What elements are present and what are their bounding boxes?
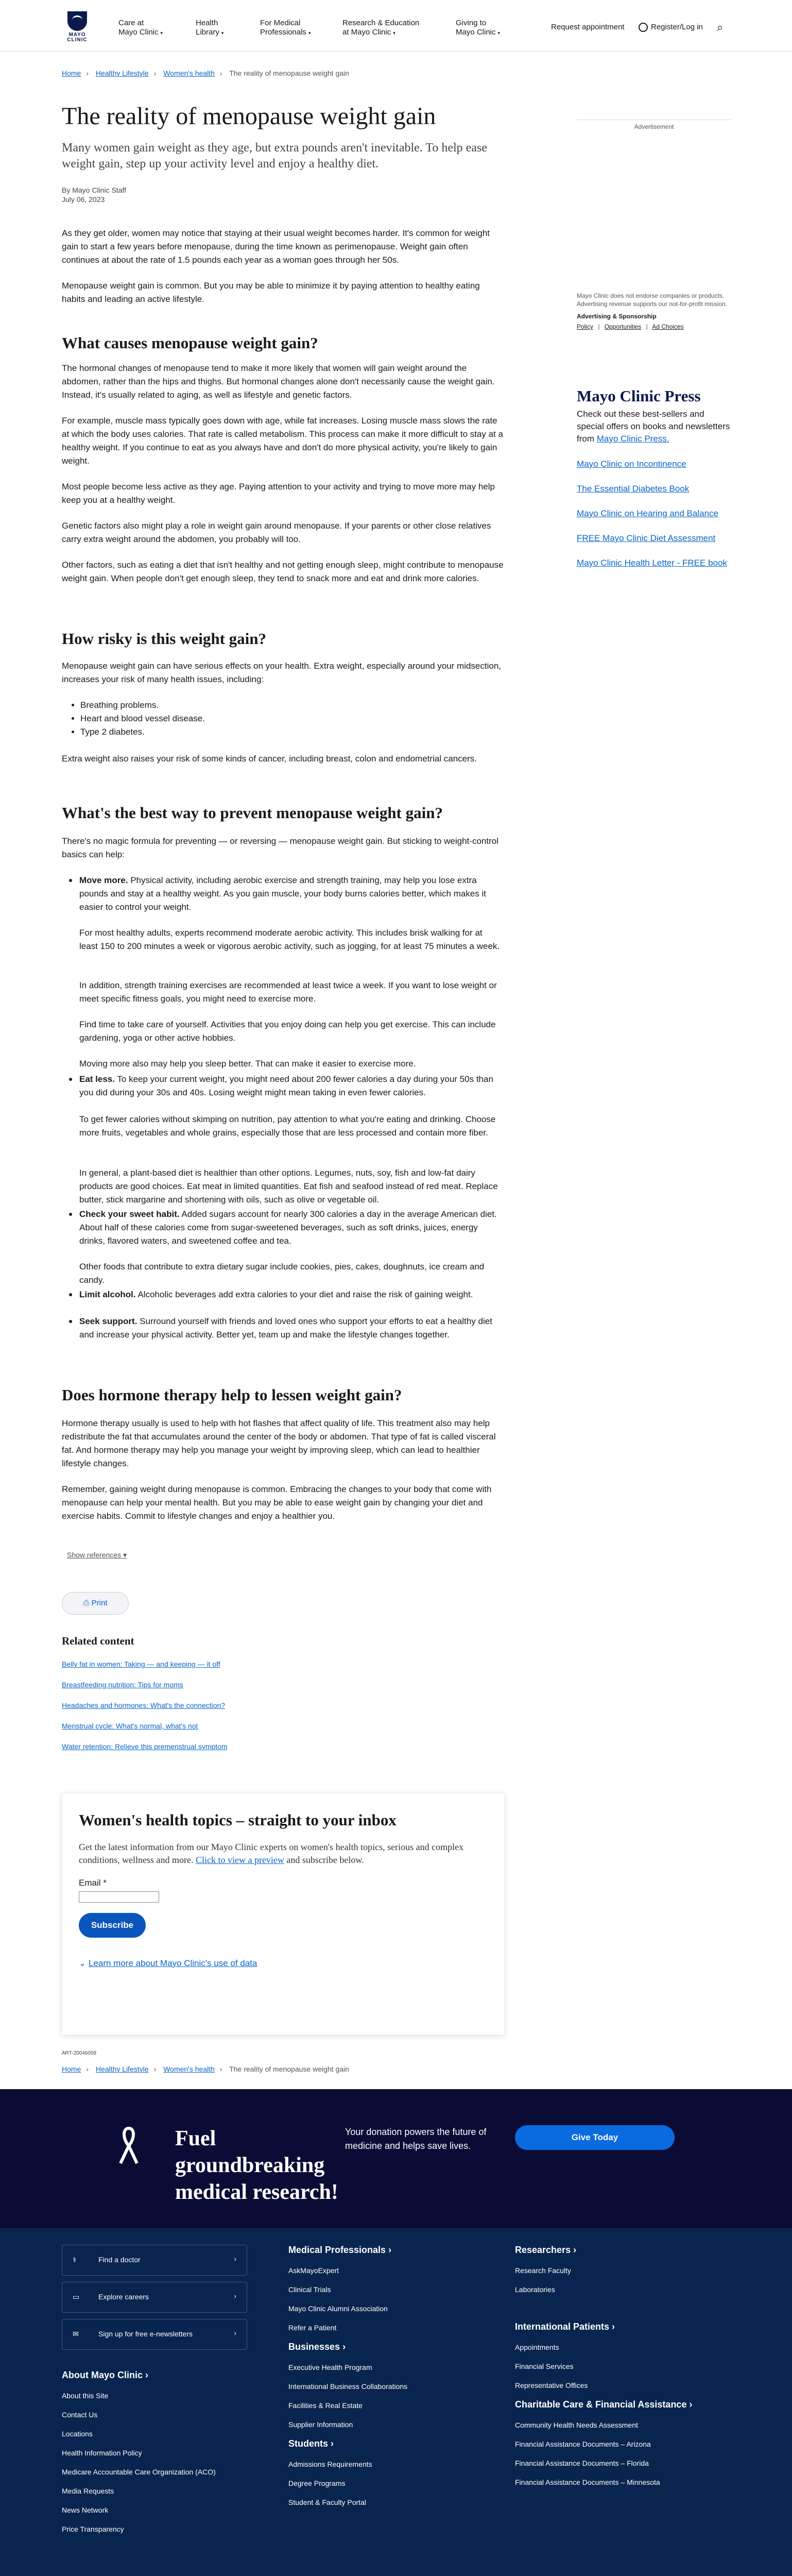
- ad-opportunities-link[interactable]: Opportunities: [604, 323, 642, 330]
- tip-move-more-5: Moving more also may help you sleep better. That can make it easier to exercise more.: [79, 1059, 416, 1069]
- chevron-down-icon: ⌄: [79, 1958, 87, 1968]
- breadcrumb-healthy-lifestyle[interactable]: Healthy Lifestyle: [95, 69, 149, 77]
- breadcrumb-home[interactable]: Home: [62, 2065, 81, 2073]
- footer-link[interactable]: Executive Health Program: [288, 2363, 372, 2371]
- footer-link[interactable]: Supplier Information: [288, 2420, 353, 2429]
- breadcrumb-womens-health[interactable]: Women's health: [163, 69, 215, 77]
- nav-giving[interactable]: Giving to Mayo Clinic ▾: [456, 19, 501, 37]
- footer-link[interactable]: Student & Faculty Portal: [288, 2498, 366, 2506]
- charitable-title[interactable]: Charitable Care & Financial Assistance ›: [515, 2399, 693, 2410]
- list-item: • Breathing problems.: [80, 699, 505, 712]
- tip-alcohol: Limit alcohol. Alcoholic beverages add extra calories to your diet and raise the risk of gaining weight.: [79, 1288, 502, 1301]
- register-login-link[interactable]: Register/Log in: [639, 23, 703, 32]
- press-item[interactable]: Mayo Clinic on Hearing and Balance: [577, 509, 718, 518]
- learn-more-data-toggle[interactable]: ⌄ Learn more about Mayo Clinic's use of data: [79, 1958, 257, 1968]
- footer-link[interactable]: Laboratories: [515, 2285, 555, 2294]
- causes-paragraph-2: For example, muscle mass typically goes down with age, while fat increases. Losing muscle mass slows the rate at which the body uses calories. That rate is called metabolism. This process can make it more difficult to stay at a healthy weight. If you continue to eat as you always have and don't do more physical activity, you're likely to gain weight.: [62, 416, 504, 466]
- related-link[interactable]: Headaches and hormones: What's the connection?: [62, 1701, 226, 1709]
- footer-medical: [288, 2245, 407, 2516]
- heading-causes: What causes menopause weight gain?: [62, 334, 318, 352]
- related-link[interactable]: Belly fat in women: Taking — and keeping — it off: [62, 1660, 220, 1668]
- byline: [62, 185, 126, 204]
- nav-health-library[interactable]: Health Library ▾: [196, 19, 224, 37]
- page-title: The reality of menopause weight gain: [62, 103, 436, 130]
- tip-sweet: Check your sweet habit. Added sugars account for nearly 300 calories a day in the average American diet. About half of these calories come from sugar-sweetened beverages, such as soft drinks, juices, energy drinks, flavored waters, and sweetened coffee and tea.: [79, 1208, 502, 1248]
- ad-note: Mayo Clinic does not endorse companies or products. Advertising revenue supports our not-for-profit mission. Advertising & Sponsorship Policy | Opportunities | Ad Choices: [577, 292, 728, 330]
- show-references-toggle[interactable]: Show references ▾: [67, 1551, 127, 1559]
- chevron-right-icon: ›: [234, 2255, 236, 2263]
- hormone-paragraph-1: Hormone therapy usually is used to help with hot flashes that affect quality of life. This treatment also may help redistribute the fat that accumulates around the center of the body or abdomen. That type of fat is called visceral fat. And hormone therapy may help you manage your weight by improving sleep, which can lead to healthier lifestyle changes.: [62, 1418, 496, 1468]
- newsletter-text: Get the latest information from our Mayo Clinic experts on women's health topics, serious and complex conditions, wellness and more. Click to view a preview and subscribe below.: [79, 1842, 464, 1865]
- researchers-title[interactable]: Researchers ›: [515, 2245, 577, 2255]
- intro-paragraph-1: As they get older, women may notice that staying at their usual weight becomes harder. It's common for weight gain to start a few years before menopause, during the time known as perimenopause. Weight gain often continues at about the rate of 1.5 pounds each year as a woman goes through her 50s.: [62, 228, 490, 265]
- causes-paragraph-5: Other factors, such as eating a diet that isn't healthy and not getting enough sleep, might contribute to menopause weight gain. When people don't get enough sleep, they tend to snack more and eat and drink more calories.: [62, 560, 504, 583]
- related-content-title: Related content: [62, 1635, 134, 1647]
- footer-link[interactable]: Admissions Requirements: [288, 2460, 372, 2468]
- nav-medical-professionals[interactable]: For Medical Professionals ▾: [260, 19, 311, 37]
- footer-link[interactable]: Price Transparency: [62, 2525, 124, 2533]
- article-dek: Many women gain weight as they age, but extra pounds aren't inevitable. To help ease weight gain, step up your activity level and enjoy a healthy diet.: [62, 141, 487, 171]
- footer-link[interactable]: AskMayoExpert: [288, 2266, 339, 2275]
- tip-sweet-2: Other foods that contribute to extra dietary sugar include cookies, pies, cakes, doughnuts, ice cream and candy.: [79, 1262, 485, 1285]
- article-date: July 06, 2023: [62, 195, 105, 204]
- footer-link[interactable]: Financial Assistance Documents – Minnesota: [515, 2478, 660, 2486]
- breadcrumb-current: The reality of menopause weight gain: [229, 2065, 349, 2073]
- press-item[interactable]: Mayo Clinic Health Letter - FREE book: [577, 558, 727, 568]
- press-item[interactable]: Mayo Clinic on Incontinence: [577, 459, 686, 469]
- breadcrumb-bottom: Home › Healthy Lifestyle › Women's health › The reality of menopause weight gain: [62, 2065, 349, 2073]
- site-footer: [0, 2228, 792, 2576]
- donation-banner: [0, 2089, 792, 2228]
- ribbon-icon: [113, 2125, 144, 2166]
- footer-link[interactable]: Financial Services: [515, 2362, 574, 2370]
- footer-about: [62, 2370, 216, 2543]
- footer-link[interactable]: Refer a Patient: [288, 2324, 337, 2332]
- footer-researchers: [515, 2245, 692, 2496]
- chevron-down-icon: ▾: [308, 30, 311, 36]
- footer-link[interactable]: Health Information Policy: [62, 2449, 142, 2457]
- footer-link[interactable]: Degree Programs: [288, 2479, 346, 2487]
- newsletter-preview-link[interactable]: Click to view a preview: [195, 1855, 284, 1865]
- tip-support: Seek support. Surround yourself with friends and loved ones who support your efforts to eat a healthy diet and increase your physical activity. Better yet, team up and make the lifestyle changes together.: [79, 1315, 502, 1342]
- chevron-right-icon: ›: [234, 2329, 236, 2337]
- tip-move-more-3: In addition, strength training exercises are recommended at least twice a week. If you want to lose weight or meet specific fitness goals, you might need to exercise more.: [79, 980, 497, 1004]
- list-item: • Heart and blood vessel disease.: [80, 712, 505, 725]
- byline-author[interactable]: By Mayo Clinic Staff: [62, 186, 127, 194]
- breadcrumb: Home › Healthy Lifestyle › Women's health › The reality of menopause weight gain: [62, 69, 349, 77]
- chevron-down-icon: ▾: [221, 30, 224, 36]
- risky-paragraph-1: Menopause weight gain can have serious effects on your health. Extra weight, especially around your midsection, increases your risk of many health issues, including:: [62, 661, 502, 684]
- causes-paragraph-3: Most people become less active as they age. Paying attention to your activity and trying to move more may help keep you at a healthy weight.: [62, 482, 495, 505]
- email-label: Email *: [79, 1878, 107, 1888]
- footer-link[interactable]: Media Requests: [62, 2487, 114, 2495]
- tip-move-more: Move more. Physical activity, including aerobic exercise and strength training, may help you lose extra pounds and stay at a healthy weight. As you gain muscle, your body burns calories better, which makes it easier to control your weight.: [79, 874, 502, 914]
- list-item: • Type 2 diabetes.: [80, 725, 505, 739]
- about-title[interactable]: About Mayo Clinic ›: [62, 2370, 148, 2380]
- footer-link[interactable]: Research Faculty: [515, 2266, 571, 2275]
- briefcase-icon: ▭: [73, 2293, 80, 2301]
- article-code: ART-20046058: [62, 2050, 97, 2056]
- medical-professionals-title[interactable]: Medical Professionals ›: [288, 2245, 392, 2255]
- footer-link[interactable]: Clinical Trials: [288, 2285, 331, 2294]
- breadcrumb-womens-health[interactable]: Women's health: [163, 2065, 215, 2073]
- ad-policy-link[interactable]: Policy: [577, 323, 594, 330]
- give-today-button[interactable]: Give Today: [515, 2125, 675, 2150]
- mayo-clinic-logo[interactable]: MAYO CLINIC: [62, 11, 93, 41]
- breadcrumb-home[interactable]: Home: [62, 69, 81, 77]
- chevron-right-icon: ›: [234, 2292, 236, 2300]
- printer-icon: ⎙: [83, 1599, 90, 1607]
- newsletter-title: Women's health topics – straight to your inbox: [79, 1811, 397, 1829]
- footer-link[interactable]: Locations: [62, 2430, 93, 2438]
- footer-link[interactable]: Financial Assistance Documents – Florida: [515, 2459, 649, 2467]
- ad-choices-link[interactable]: Ad Choices: [652, 323, 684, 330]
- footer-link[interactable]: Financial Assistance Documents – Arizona: [515, 2440, 651, 2448]
- footer-link[interactable]: News Network: [62, 2506, 109, 2514]
- footer-link[interactable]: Appointments: [515, 2343, 559, 2351]
- search-icon[interactable]: ⌕: [717, 21, 724, 33]
- press-item[interactable]: The Essential Diabetes Book: [577, 484, 690, 494]
- nav-care[interactable]: Care at Mayo Clinic ▾: [118, 19, 163, 37]
- mayo-clinic-press: Mayo Clinic Press Check out these best-sellers and special offers on books and newsletters from Mayo Clinic Press. Mayo Clinic on Incontinence The Essential Diabetes Book Mayo Clinic on Hearing and Balance FREE Mayo Clinic Diet Assessment Mayo Clinic Health Letter - FREE book: [577, 392, 731, 569]
- related-link[interactable]: Menstrual cycle: What's normal, what's not: [62, 1722, 198, 1730]
- intro-paragraph-2: Menopause weight gain is common. But you may be able to minimize it by paying attention to healthy eating habits and leading an active lifestyle.: [62, 281, 480, 304]
- banner-text: Your donation powers the future of medicine and helps save lives.: [345, 2127, 487, 2151]
- user-icon: [639, 23, 648, 32]
- tip-eat-less: Eat less. To keep your current weight, you might need about 200 fewer calories a day during your 50s than you did during your 30s and 40s. Losing weight might mean taking in even fewer calories.: [79, 1073, 502, 1099]
- businesses-title[interactable]: Businesses ›: [288, 2342, 346, 2352]
- press-item[interactable]: FREE Mayo Clinic Diet Assessment: [577, 533, 716, 543]
- breadcrumb-healthy-lifestyle[interactable]: Healthy Lifestyle: [95, 2065, 149, 2073]
- risky-paragraph-2: Extra weight also raises your risk of some kinds of cancer, including breast, colon and endometrial cancers.: [62, 754, 477, 764]
- nav-research-education[interactable]: Research & Education at Mayo Clinic ▾: [342, 19, 420, 37]
- related-link[interactable]: Breastfeeding nutrition: Tips for moms: [62, 1681, 183, 1689]
- chevron-down-icon: ▾: [497, 30, 501, 36]
- envelope-icon: ✉: [73, 2330, 79, 2338]
- press-link[interactable]: Mayo Clinic Press.: [596, 434, 669, 444]
- heading-hormone: Does hormone therapy help to lessen weight gain?: [62, 1386, 402, 1404]
- causes-paragraph-4: Genetic factors also might play a role in weight gain around menopause. If your parents or other close relatives carry extra weight around the abdomen, you probably will too.: [62, 521, 491, 544]
- hormone-paragraph-2: Remember, gaining weight during menopause is common. Embracing the changes to your body that come with menopause can help your mental health. But you may be able to ease weight gain by changing your diet and exercise habits. Commit to lifestyle changes and enjoy a healthier you.: [62, 1484, 492, 1521]
- related-link[interactable]: Water retention: Relieve this premenstrual symptom: [62, 1742, 228, 1751]
- advertisement-label: Advertisement: [577, 120, 731, 130]
- stethoscope-icon: ⚕: [73, 2256, 77, 2264]
- footer-link[interactable]: Facilities & Real Estate: [288, 2401, 363, 2410]
- footer-link[interactable]: Contact Us: [62, 2411, 98, 2419]
- print-button[interactable]: ⎙ Print: [62, 1592, 129, 1615]
- site-header: [0, 0, 792, 52]
- banner-title: Fuel groundbreaking medical research!: [175, 2127, 338, 2204]
- footer-link[interactable]: Medicare Accountable Care Organization (ACO): [62, 2468, 216, 2476]
- newsletter-signup-box[interactable]: ✉ Sign up for free e-newsletters ›: [62, 2319, 247, 2350]
- chevron-down-icon: ▾: [123, 1551, 127, 1559]
- explore-careers-box[interactable]: ▭ Explore careers ›: [62, 2282, 247, 2313]
- students-title[interactable]: Students ›: [288, 2438, 334, 2449]
- chevron-down-icon: ▾: [160, 30, 163, 36]
- chevron-down-icon: ▾: [393, 30, 395, 36]
- tip-eat-less-3: In general, a plant-based diet is healthier than other options. Legumes, nuts, soy, fish and low-fat dairy products are good choices. Eat meat in limited quantities. Eat fish and seafood instead of red meat. Replace butter, stick margarine and shortening with oils, such as olive or vegetable oil.: [79, 1168, 498, 1205]
- footer-link[interactable]: International Business Collaborations: [288, 2382, 408, 2391]
- prevent-paragraph: There's no magic formula for preventing — or reversing — menopause weight gain. But sticking to weight-control basics can help:: [62, 836, 498, 859]
- causes-paragraph-1: The hormonal changes of menopause tend to make it more likely that women will gain weight around the abdomen, rather than the hips and thighs. But hormonal changes alone don't necessarily cause the weight gain. Instead, it's usually related to aging, as well as lifestyle and genetic factors.: [62, 363, 495, 400]
- tip-move-more-4: Find time to take care of yourself. Activities that you enjoy doing can help you get exercise. This can include gardening, yoga or other active hobbies.: [79, 1020, 496, 1043]
- footer-link[interactable]: Representative Offices: [515, 2381, 588, 2389]
- international-title[interactable]: International Patients ›: [515, 2321, 615, 2332]
- shield-icon: [67, 11, 87, 31]
- heading-risky: How risky is this weight gain?: [62, 630, 267, 648]
- subscribe-button[interactable]: Subscribe: [79, 1913, 146, 1938]
- tip-move-more-2: For most healthy adults, experts recommend moderate aerobic activity. This includes brisk walking for at least 150 to 200 minutes a week or vigorous aerobic activity, such as jogging, for at least 75 minutes a week.: [79, 928, 500, 951]
- footer-link[interactable]: Community Health Needs Assessment: [515, 2421, 638, 2429]
- find-doctor-box[interactable]: ⚕ Find a doctor ›: [62, 2245, 247, 2276]
- heading-prevent: What's the best way to prevent menopause weight gain?: [62, 804, 443, 822]
- newsletter-card: [62, 1793, 505, 2035]
- footer-link[interactable]: About this Site: [62, 2392, 109, 2400]
- press-title: Mayo Clinic Press: [577, 387, 701, 405]
- footer-link[interactable]: Mayo Clinic Alumni Association: [288, 2304, 388, 2313]
- email-input[interactable]: [79, 1891, 159, 1903]
- tip-eat-less-2: To get fewer calories without skimping on nutrition, pay attention to what you're eating and drinking. Choose more fruits, vegetables and whole grains, especially those that are less processed and contain more fiber.: [79, 1114, 496, 1138]
- risk-list: [72, 699, 505, 739]
- request-appointment-link[interactable]: Request appointment: [551, 23, 625, 31]
- breadcrumb-current: The reality of menopause weight gain: [229, 69, 349, 77]
